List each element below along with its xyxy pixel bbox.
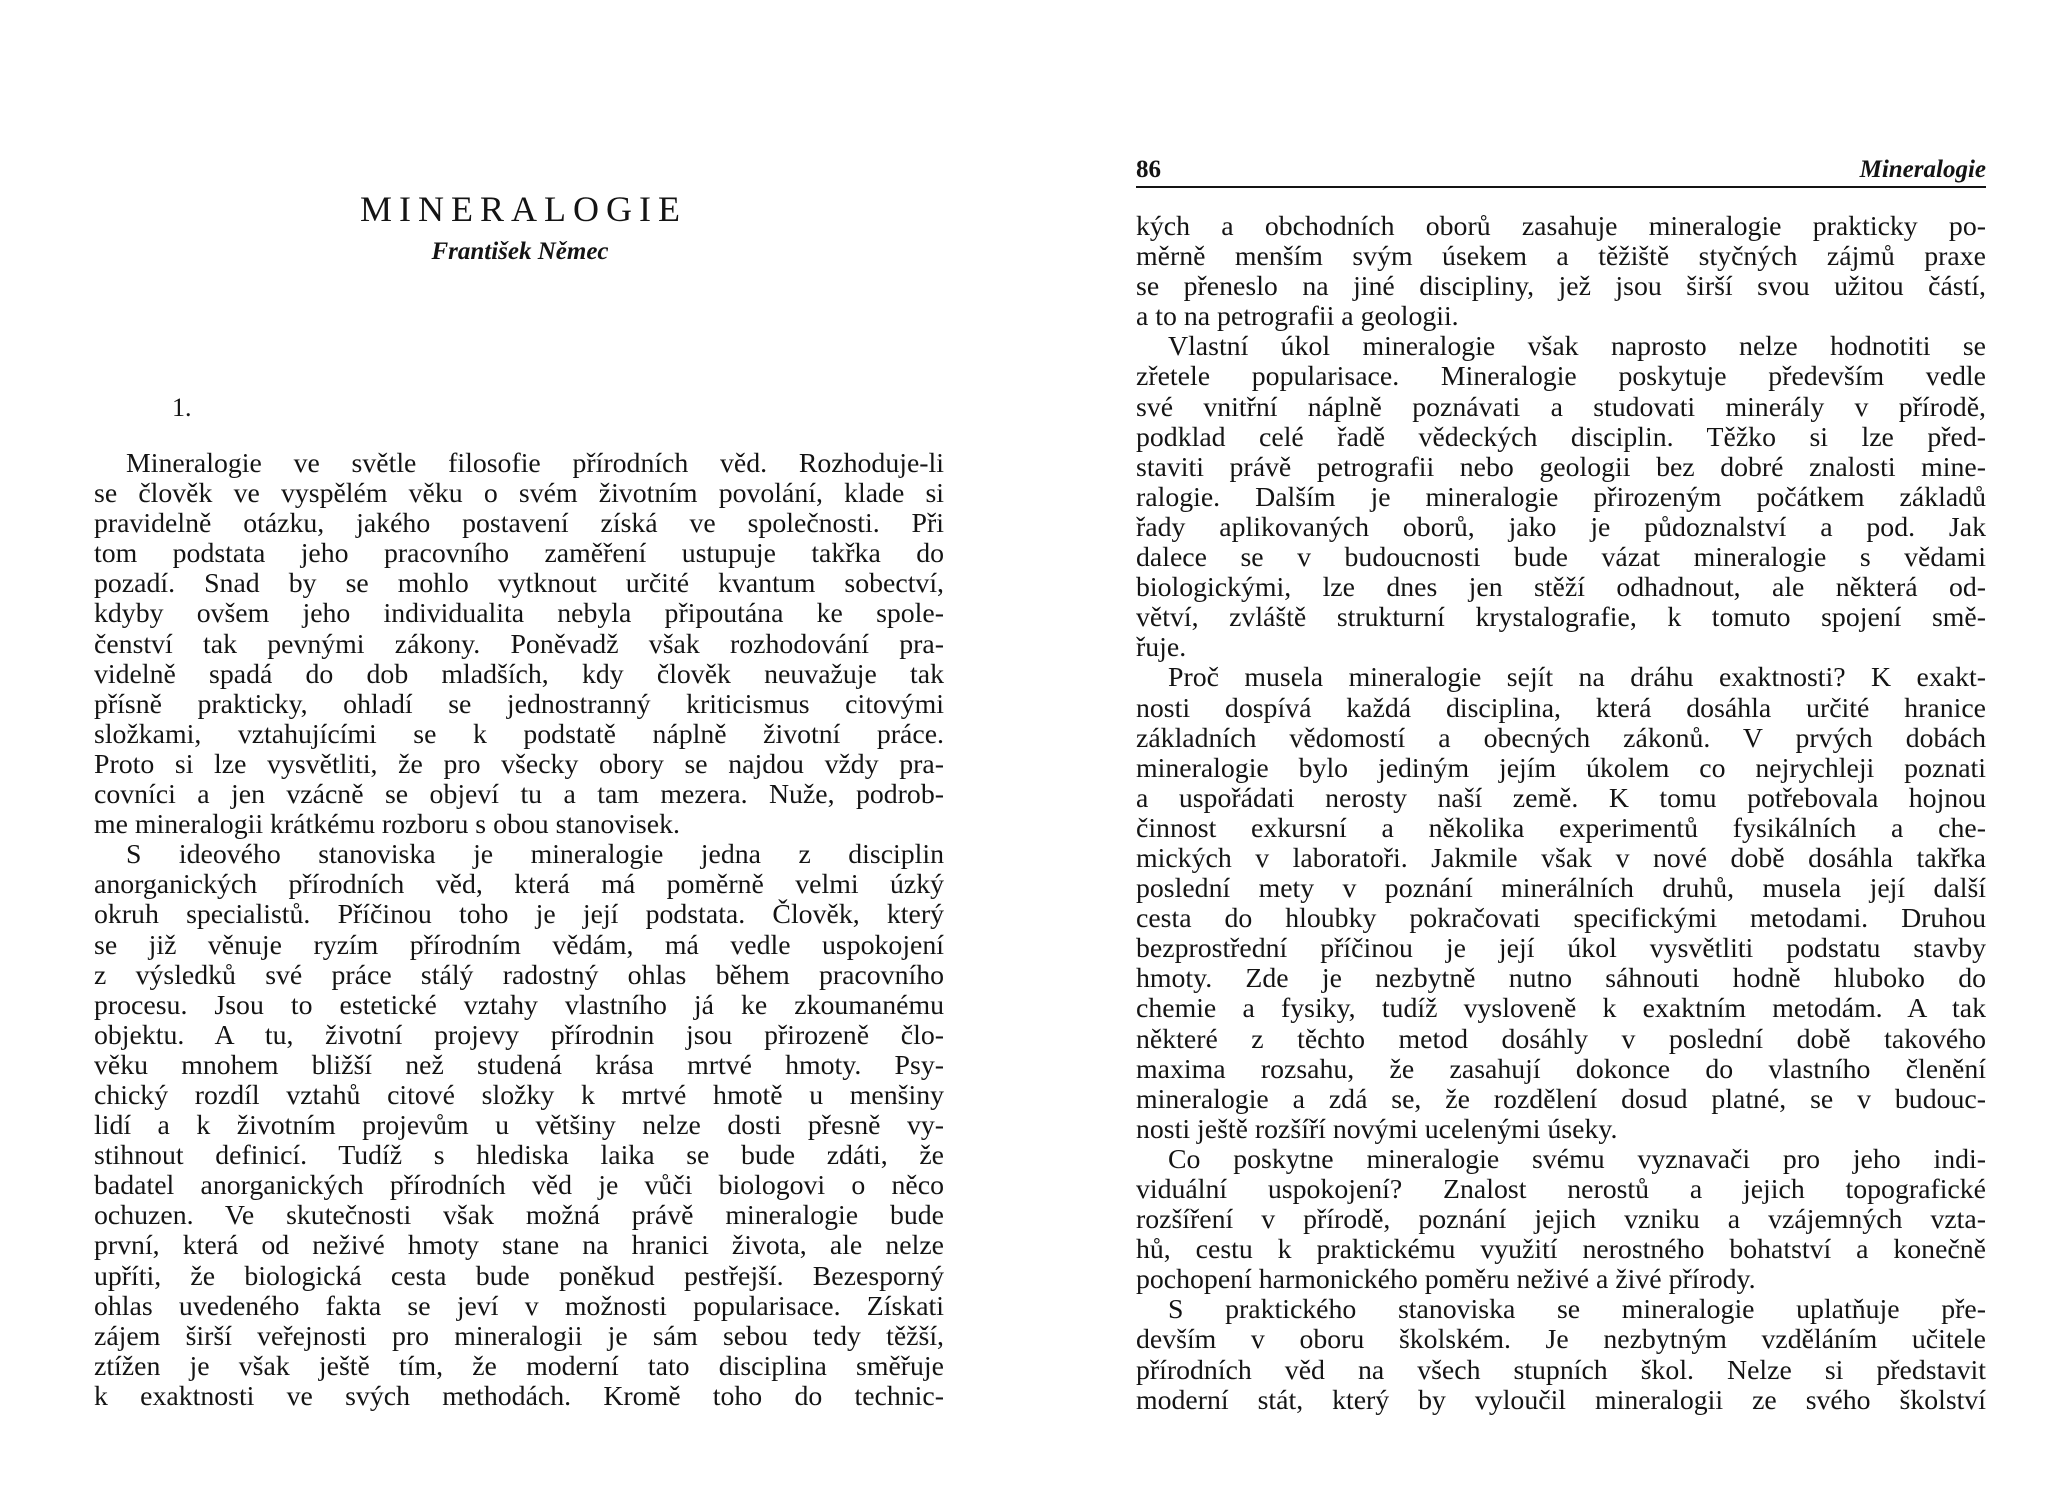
text-line: cesta do hloubky pokračovati specifickými metodami. Druhou (1136, 903, 1986, 935)
text-line: procesu. Jsou to estetické vztahy vlastního já ke zkoumanému (94, 989, 944, 1021)
text-line: Proč musela mineralogie sejít na dráhu exaktnosti? K exakt- (1168, 662, 1986, 694)
text-line: dalece se v budoucnosti bude vázat mineralogie s vědami (1136, 542, 1986, 574)
text-line: řuje. (1136, 632, 1187, 664)
text-line: chický rozdíl vztahů citové složky k mrtvé hmotě u menšiny (94, 1079, 944, 1111)
text-line: přísně prakticky, ohladí se jednostranný kriticismus citovými (94, 688, 944, 720)
text-line: nosti ještě rozšíří novými ucelenými úseky. (1136, 1113, 1618, 1145)
text-line: větví, zvláště strukturní krystalografie, k tomuto spojení smě- (1136, 602, 1986, 634)
text-line: bezprostřední příčinou je její úkol vysvětliti podstatu stavby (1136, 933, 1986, 965)
text-line: mineralogie a zdá se, že rozdělení dosud platné, se v budouc- (1136, 1083, 1986, 1115)
text-line: stihnout definicí. Tudíž s hlediska laika se bude zdáti, že (94, 1140, 944, 1172)
text-line: tom podstata jeho pracovního zaměření ustupuje takřka do (94, 538, 944, 570)
text-line: první, která od neživé hmoty stane na hranici života, ale nelze (94, 1230, 944, 1262)
text-line: ohlas uvedeného fakta se jeví v možnosti popularisace. Získati (94, 1290, 944, 1322)
text-line: činnost exkursní a několika experimentů fysikálních a che- (1136, 812, 1986, 844)
text-line: Co poskytne mineralogie svému vyznavači pro jeho indi- (1168, 1143, 1986, 1175)
text-line: S praktického stanoviska se mineralogie uplatňuje pře- (1168, 1294, 1986, 1326)
text-line: řady aplikovaných oborů, jako je půdoznalství a pod. Jak (1136, 511, 1986, 543)
text-line: nosti dospívá každá disciplina, která dosáhla určité hranice (1136, 692, 1986, 724)
text-line: Proto si lze vysvětliti, že pro všecky obory se najdou vždy pra- (94, 748, 944, 780)
text-line: ochuzen. Ve skutečnosti však možná právě mineralogie bude (94, 1200, 944, 1232)
text-line: pozadí. Snad by se mohlo vytknout určité kvantum sobectví, (94, 568, 944, 600)
text-line: pochopení harmonického poměru neživé a živé přírody. (1136, 1264, 1756, 1296)
text-line: objektu. A tu, životní projevy přírodnin jsou přirozeně člo- (94, 1019, 944, 1051)
text-line: me mineralogii krátkému rozboru s obou stanovisek. (94, 809, 680, 841)
section-number: 1. (172, 393, 192, 422)
text-line: přírodních věd na všech stupních škol. Nelze si představit (1136, 1354, 1986, 1386)
text-line: videlně spadá do dob mladších, kdy člověk neuvažuje tak (94, 658, 944, 690)
text-line: okruh specialistů. Příčinou toho je její podstata. Člověk, který (94, 899, 944, 931)
left-body-text (94, 449, 944, 1412)
text-line: ralogie. Dalším je mineralogie přirozeným počátkem základů (1136, 481, 1986, 513)
text-line: se již věnuje ryzím přírodním vědám, má vedle uspokojení (94, 929, 944, 961)
text-line: měrně menším svým úsekem a těžiště styčných zájmů praxe (1136, 241, 1986, 273)
text-line: některé z těchto metod dosáhly v poslední době takového (1136, 1023, 1986, 1055)
running-title: Mineralogie (1859, 156, 1986, 183)
text-line: mických v laboratoři. Jakmile však v nové době dosáhla takřka (1136, 842, 1986, 874)
chapter-title: MINERALOGIE (360, 189, 687, 229)
text-line: a to na petrografii a geologii. (1136, 301, 1459, 333)
text-line: hmoty. Zde je nezbytně nutno sáhnouti hodně hluboko do (1136, 963, 1986, 995)
text-line: staviti právě petrografii nebo geologii bez dobré znalosti mine- (1136, 451, 1986, 483)
text-line: viduální uspokojení? Znalost nerostů a jejich topografické (1136, 1174, 1986, 1205)
text-line: kdyby ovšem jeho individualita nebyla připoutána ke spole- (94, 598, 944, 630)
text-line: pravidelně otázku, jakého postavení získá ve společnosti. Při (94, 508, 944, 540)
text-line: anorganických přírodních věd, která má poměrně velmi úzký (94, 869, 944, 901)
text-line: a uspořádati nerosty naší země. K tomu potřebovala hojnou (1136, 782, 1986, 814)
text-line: čenství tak pevnými zákony. Poněvadž však rozhodování pra- (94, 628, 944, 660)
author-name: František Němec (431, 238, 609, 265)
text-line: ztížen je však ještě tím, že moderní tato disciplina směřuje (94, 1350, 944, 1382)
text-line: se přeneslo na jiné discipliny, jež jsou širší svou užitou částí, (1136, 271, 1986, 303)
text-line: poslední mety v poznání minerálních druhů, musela její další (1136, 873, 1986, 905)
text-line: rozšíření v přírodě, poznání jejich vzniku a vzájemných vzta- (1136, 1204, 1986, 1236)
text-line: mineralogie bylo jediným jejím úkolem co nejrychleji poznati (1136, 752, 1986, 784)
text-line: zřetele popularisace. Mineralogie poskytuje především vedle (1136, 361, 1986, 393)
text-line: maxima rozsahu, že zasahují dokonce do vlastního členění (1136, 1053, 1986, 1085)
text-line: věku mnohem bližší než studená krása mrtvé hmoty. Psy- (94, 1049, 944, 1081)
text-line: své vnitřní náplně poznávati a studovati minerály v přírodě, (1136, 391, 1986, 423)
right-page (1025, 0, 2050, 1500)
text-line: složkami, vztahujícími se k podstatě náplně životní práce. (94, 718, 944, 750)
running-header (1136, 156, 1986, 188)
text-line: upříti, že biologická cesta bude poněkud pestřejší. Bezesporný (94, 1260, 944, 1292)
text-line: se člověk ve vyspělém věku o svém životním povolání, klade si (94, 478, 944, 510)
right-body-text (1136, 212, 1986, 1416)
text-line: biologickými, lze dnes jen stěží odhadnout, ale některá od- (1136, 572, 1986, 604)
text-line: covníci a jen vzácně se objeví tu a tam mezera. Nuže, podrob- (94, 779, 944, 811)
text-line: z výsledků své práce stálý radostný ohlas během pracovního (94, 959, 944, 991)
text-line: lidí a k životním projevům u většiny nelze dosti přesně vy- (94, 1110, 944, 1142)
text-line: badatel anorganických přírodních věd je vůči biologovi o něco (94, 1170, 944, 1202)
text-line: hů, cestu k praktickému využití nerostného bohatství a konečně (1136, 1234, 1986, 1266)
text-line: k exaktnosti ve svých methodách. Kromě toho do technic- (94, 1380, 944, 1412)
text-line: S ideového stanoviska je mineralogie jedna z disciplin (126, 839, 944, 871)
text-line: chemie a fysiky, tudíž vysloveně k exaktním metodám. A tak (1136, 993, 1986, 1025)
text-line: podklad celé řadě vědeckých disciplin. Těžko si lze před- (1136, 421, 1986, 453)
text-line: základních vědomostí a obecných zákonů. V prvých dobách (1136, 722, 1986, 754)
text-line: kých a obchodních oborů zasahuje mineralogie prakticky po- (1136, 211, 1986, 242)
page-number: 86 (1136, 156, 1161, 183)
text-line: zájem širší veřejnosti pro mineralogii je sám sebou tedy těžší, (94, 1320, 944, 1352)
text-line: Mineralogie ve světle filosofie přírodních věd. Rozhoduje-li (126, 448, 944, 479)
text-line: Vlastní úkol mineralogie však naprosto nelze hodnotiti se (1168, 331, 1986, 363)
text-line: devším v oboru školském. Je nezbytným vzděláním učitele (1136, 1324, 1986, 1356)
text-line: moderní stát, který by vyloučil mineralogii ze svého školství (1136, 1384, 1986, 1416)
